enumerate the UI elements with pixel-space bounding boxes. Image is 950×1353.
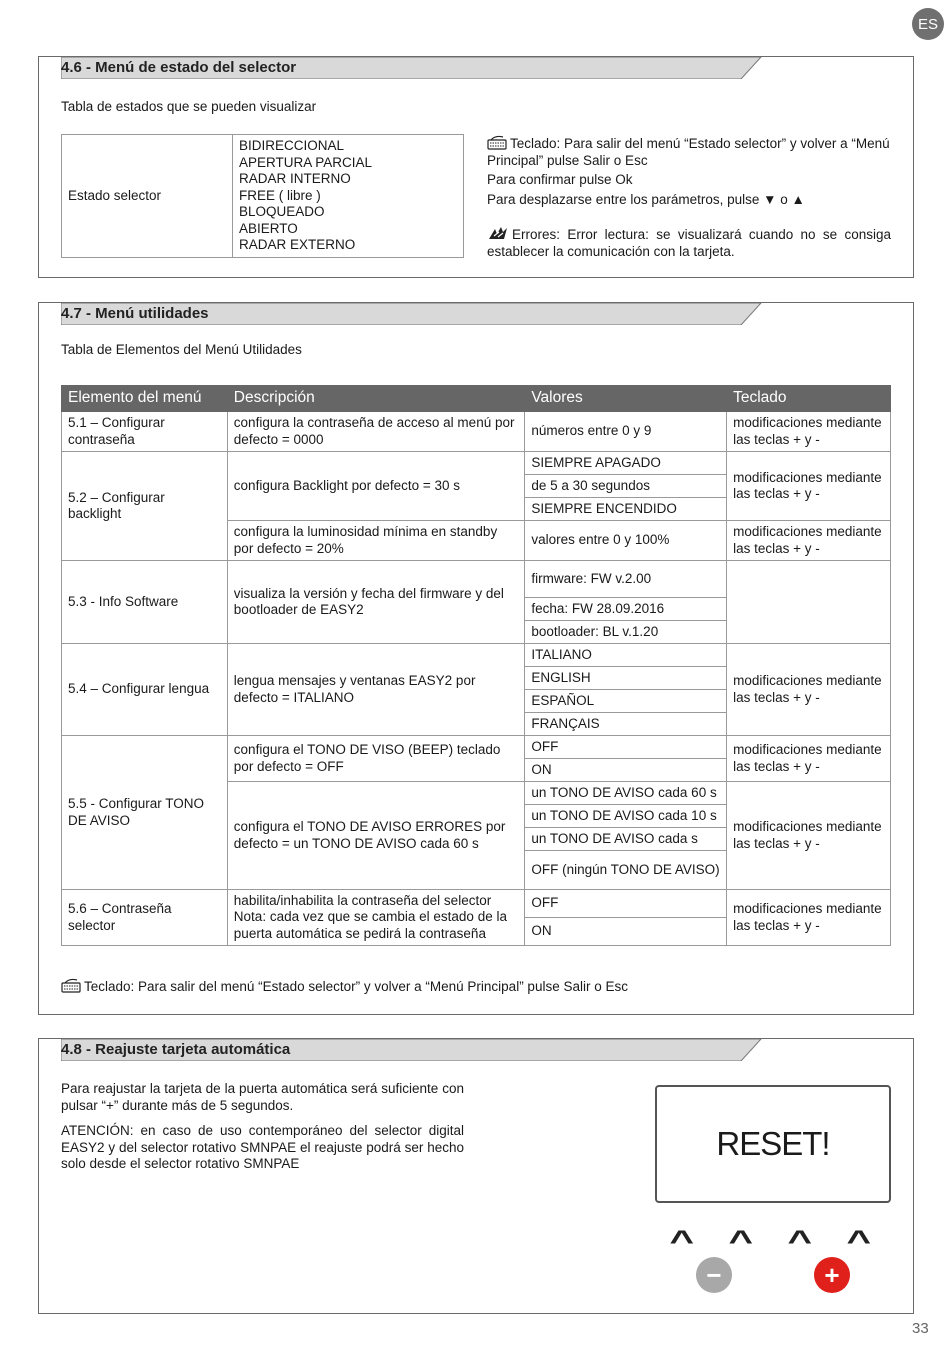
header-cell: Valores (525, 386, 727, 412)
utilities-table (61, 385, 891, 946)
section-4-8 (38, 1038, 914, 1314)
key-cell: modificaciones mediante las teclas + y - (727, 452, 891, 521)
item-cell: 5.4 – Configurar lengua (62, 644, 228, 736)
table-row (62, 412, 891, 452)
value-cell: SIEMPRE APAGADO (525, 452, 727, 475)
table-row (62, 561, 891, 598)
errors-note (487, 226, 891, 260)
minus-button[interactable]: − (696, 1257, 732, 1293)
section-title: 4.8 - Reajuste tarjeta automática (61, 1041, 291, 1058)
table-row (62, 736, 891, 759)
value-cell: OFF (525, 736, 727, 759)
desc-cell: habilita/inhabilita la contraseña del selector Nota: cada vez que se cambia el estado de la puerta automática se pedirá la contraseña (227, 890, 525, 946)
section-title-bar (61, 1039, 781, 1061)
value-cell: un TONO DE AVISO cada 10 s (525, 805, 727, 828)
value-cell: FRANÇAIS (525, 713, 727, 736)
header-cell: Elemento del menú (62, 386, 228, 412)
value-cell: ON (525, 918, 727, 946)
value-cell: OFF (ningún TONO DE AVISO) (525, 851, 727, 890)
table-row (62, 644, 891, 667)
caret-up-icon: ^ (728, 1225, 754, 1258)
item-cell: 5.1 – Configurar contraseña (62, 412, 228, 452)
state-item: BIDIRECCIONAL (239, 138, 345, 154)
selector-states-table (61, 134, 464, 258)
reset-instruction: Para reajustar la tarjeta de la puerta automática será suficiente con pulsar “+” durante más de 5 segundos. (61, 1081, 464, 1113)
section-intro: Tabla de estados que se pueden visualizar (61, 99, 317, 114)
table-row (62, 890, 891, 918)
value-cell: firmware: FW v.2.00 (525, 561, 727, 598)
value-cell: ON (525, 759, 727, 782)
keyboard-note-text: Teclado: Para salir del menú “Estado selector” y volver a “Menú Principal” pulse Salir o Esc (84, 979, 628, 994)
key-cell: modificaciones mediante las teclas + y - (727, 644, 891, 736)
value-cell: ESPAÑOL (525, 690, 727, 713)
value-cell: fecha: FW 28.09.2016 (525, 598, 727, 621)
section-4-7 (38, 302, 914, 1015)
caret-up-icon: ^ (846, 1225, 872, 1258)
keyboard-note (487, 135, 891, 169)
display-screen (655, 1085, 891, 1203)
item-cell: 5.5 - Configurar TONO DE AVISO (62, 736, 228, 890)
header-cell: Teclado (727, 386, 891, 412)
keyboard-note-text: Teclado: Para salir del menú “Estado selector” y volver a “Menú Principal” pulse Salir o Esc (487, 136, 890, 168)
display-text: RESET! (716, 1125, 830, 1162)
caret-up-icon: ^ (787, 1225, 813, 1258)
desc-cell: lengua mensajes y ventanas EASY2 por defecto = ITALIANO (227, 644, 525, 736)
plus-button[interactable]: + (814, 1257, 850, 1293)
page-number: 33 (912, 1320, 929, 1337)
keyboard-icon (487, 135, 507, 150)
section-title-bar (61, 57, 781, 79)
state-item: APERTURA PARCIAL (239, 154, 373, 170)
section-title-bar (61, 303, 781, 325)
value-cell: ITALIANO (525, 644, 727, 667)
keyboard-icon (61, 978, 81, 993)
desc-cell: configura el TONO DE VISO (BEEP) teclado por defecto = OFF (227, 736, 525, 782)
value-cell: un TONO DE AVISO cada 60 s (525, 782, 727, 805)
item-cell: 5.2 – Configurar backlight (62, 452, 228, 561)
reset-warning: ATENCIÓN: en caso de uso contemporáneo del selector digital EASY2 y del selector rotativo SMNPAE el reajuste podrá ser hecho solo desde el selector rotativo SMNPAE (61, 1123, 464, 1171)
key-cell (727, 561, 891, 644)
desc-cell: configura la contraseña de acceso al menú por defecto = 0000 (227, 412, 525, 452)
state-item: BLOQUEADO (239, 204, 325, 220)
state-item: ABIERTO (239, 220, 298, 236)
key-cell: modificaciones mediante las teclas + y - (727, 736, 891, 782)
key-cell: modificaciones mediante las teclas + y - (727, 782, 891, 890)
table-row (62, 452, 891, 475)
value-cell: SIEMPRE ENCENDIDO (525, 498, 727, 521)
state-label-cell: Estado selector (62, 135, 233, 258)
value-cell: OFF (525, 890, 727, 918)
section-intro: Tabla de Elementos del Menú Utilidades (61, 342, 302, 357)
value-cell: de 5 a 30 segundos (525, 475, 727, 498)
header-cell: Descripción (227, 386, 525, 412)
key-cell: modificaciones mediante las teclas + y - (727, 412, 891, 452)
caret-up-icon: ^ (669, 1225, 695, 1258)
key-cell: modificaciones mediante las teclas + y - (727, 890, 891, 946)
state-item: RADAR INTERNO (239, 171, 351, 187)
value-cell: bootloader: BL v.1.20 (525, 621, 727, 644)
section-title: 4.7 - Menú utilidades (61, 305, 209, 322)
desc-cell: configura Backlight por defecto = 30 s (227, 452, 525, 521)
state-item: FREE ( libre ) (239, 187, 321, 203)
key-cell: modificaciones mediante las teclas + y - (727, 521, 891, 561)
confirm-note: Para confirmar pulse Ok (487, 172, 633, 187)
section-title: 4.6 - Menú de estado del selector (61, 59, 297, 76)
value-cell: números entre 0 y 9 (525, 412, 727, 452)
errors-note-text: Errores: Error lectura: se visualizará cuando no se consiga establecer la comunicación con la tarjeta. (487, 227, 891, 259)
keyboard-note (61, 978, 628, 996)
item-cell: 5.6 – Contraseña selector (62, 890, 228, 946)
state-list-cell (233, 135, 464, 258)
desc-cell: configura la luminosidad mínima en standby por defecto = 20% (227, 521, 525, 561)
section-4-6 (38, 56, 914, 278)
scroll-note: Para desplazarse entre los parámetros, pulse ▼ o ▲ (487, 192, 805, 207)
language-badge: ES (912, 8, 944, 40)
value-cell: un TONO DE AVISO cada s (525, 828, 727, 851)
desc-cell: configura el TONO DE AVISO ERRORES por defecto = un TONO DE AVISO cada 60 s (227, 782, 525, 890)
value-cell: valores entre 0 y 100% (525, 521, 727, 561)
desc-cell: visualiza la versión y fecha del firmware y del bootloader de EASY2 (227, 561, 525, 644)
value-cell: ENGLISH (525, 667, 727, 690)
item-cell: 5.3 - Info Software (62, 561, 228, 644)
state-item: RADAR EXTERNO (239, 237, 356, 253)
error-icon (487, 226, 509, 241)
